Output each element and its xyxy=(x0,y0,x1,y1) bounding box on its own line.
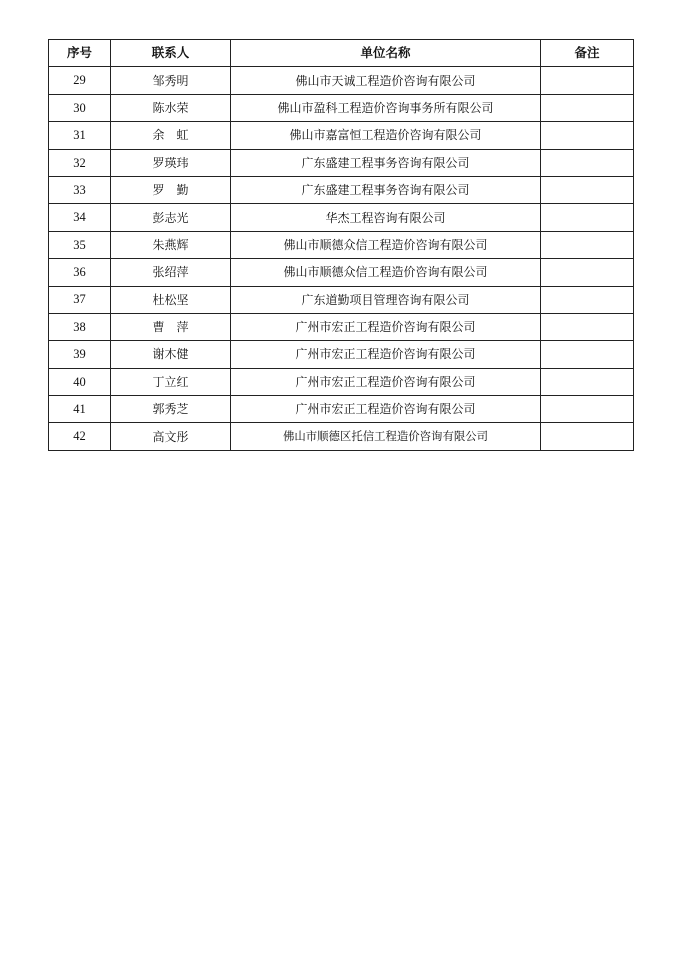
row-remark xyxy=(541,67,634,94)
header-contact: 联系人 xyxy=(111,40,231,67)
table-row xyxy=(49,423,634,450)
table-row xyxy=(49,286,634,313)
row-unit: 广州市宏正工程造价咨询有限公司 xyxy=(231,368,541,395)
contact-table xyxy=(48,39,634,451)
row-index: 30 xyxy=(49,94,111,121)
row-unit: 广东盛建工程事务咨询有限公司 xyxy=(231,149,541,176)
row-index: 41 xyxy=(49,396,111,423)
row-contact: 彭志光 xyxy=(111,204,231,231)
row-unit: 广东道勤项目管理咨询有限公司 xyxy=(231,286,541,313)
row-contact: 郭秀芝 xyxy=(111,396,231,423)
row-remark xyxy=(541,149,634,176)
row-remark xyxy=(541,341,634,368)
row-contact: 邹秀明 xyxy=(111,67,231,94)
header-index: 序号 xyxy=(49,40,111,67)
row-unit: 广州市宏正工程造价咨询有限公司 xyxy=(231,341,541,368)
row-unit: 佛山市顺德众信工程造价咨询有限公司 xyxy=(231,231,541,258)
table-row xyxy=(49,368,634,395)
row-remark xyxy=(541,368,634,395)
row-contact: 罗 勤 xyxy=(111,176,231,203)
table-header-row xyxy=(49,40,634,67)
row-index: 34 xyxy=(49,204,111,231)
row-index: 31 xyxy=(49,122,111,149)
row-contact: 丁立红 xyxy=(111,368,231,395)
row-unit: 佛山市嘉富恒工程造价咨询有限公司 xyxy=(231,122,541,149)
row-index: 29 xyxy=(49,67,111,94)
row-contact: 高文彤 xyxy=(111,423,231,450)
row-remark xyxy=(541,94,634,121)
row-unit: 广州市宏正工程造价咨询有限公司 xyxy=(231,313,541,340)
row-remark xyxy=(541,259,634,286)
row-index: 32 xyxy=(49,149,111,176)
row-index: 39 xyxy=(49,341,111,368)
row-unit: 广东盛建工程事务咨询有限公司 xyxy=(231,176,541,203)
row-contact: 谢木健 xyxy=(111,341,231,368)
row-index: 36 xyxy=(49,259,111,286)
row-index: 35 xyxy=(49,231,111,258)
row-remark xyxy=(541,176,634,203)
table-row xyxy=(49,122,634,149)
table-row xyxy=(49,176,634,203)
row-unit: 佛山市天诚工程造价咨询有限公司 xyxy=(231,67,541,94)
row-contact: 杜松坚 xyxy=(111,286,231,313)
header-remark: 备注 xyxy=(541,40,634,67)
table-row xyxy=(49,67,634,94)
row-remark xyxy=(541,286,634,313)
table-row xyxy=(49,204,634,231)
row-remark xyxy=(541,313,634,340)
table-row xyxy=(49,341,634,368)
row-remark xyxy=(541,396,634,423)
row-unit: 佛山市顺德众信工程造价咨询有限公司 xyxy=(231,259,541,286)
row-unit: 佛山市盈科工程造价咨询事务所有限公司 xyxy=(231,94,541,121)
row-contact: 余 虹 xyxy=(111,122,231,149)
row-unit: 华杰工程咨询有限公司 xyxy=(231,204,541,231)
row-contact: 罗瑛玮 xyxy=(111,149,231,176)
row-index: 37 xyxy=(49,286,111,313)
row-remark xyxy=(541,122,634,149)
row-remark xyxy=(541,231,634,258)
row-remark xyxy=(541,204,634,231)
table-row xyxy=(49,94,634,121)
table-row xyxy=(49,313,634,340)
row-remark xyxy=(541,423,634,450)
row-index: 40 xyxy=(49,368,111,395)
row-index: 38 xyxy=(49,313,111,340)
table-row xyxy=(49,396,634,423)
table-row xyxy=(49,149,634,176)
table-row xyxy=(49,231,634,258)
row-contact: 陈水荣 xyxy=(111,94,231,121)
row-unit: 广州市宏正工程造价咨询有限公司 xyxy=(231,396,541,423)
table-row xyxy=(49,259,634,286)
row-unit: 佛山市顺德区托信工程造价咨询有限公司 xyxy=(231,423,541,450)
row-index: 42 xyxy=(49,423,111,450)
row-contact: 张绍萍 xyxy=(111,259,231,286)
row-contact: 曹 萍 xyxy=(111,313,231,340)
header-unit: 单位名称 xyxy=(231,40,541,67)
row-contact: 朱燕辉 xyxy=(111,231,231,258)
row-index: 33 xyxy=(49,176,111,203)
